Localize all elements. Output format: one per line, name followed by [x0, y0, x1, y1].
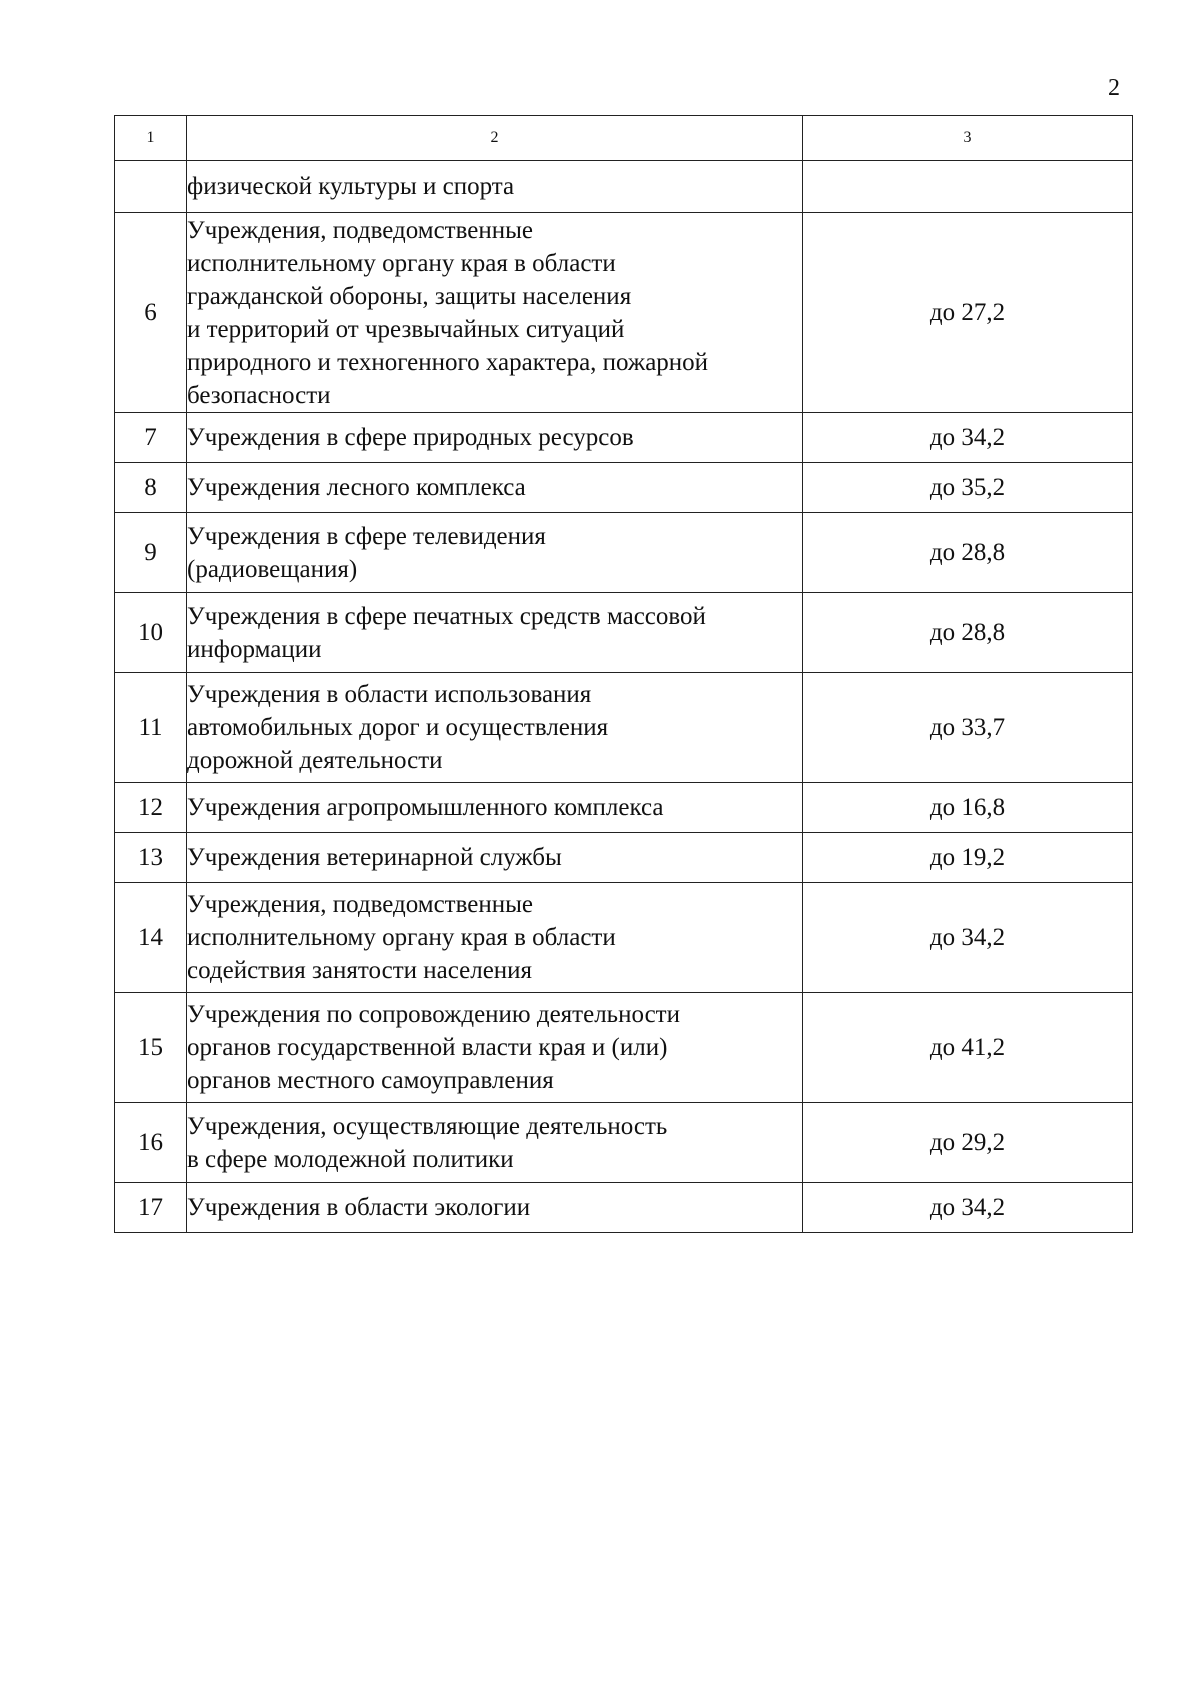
institutions-table [114, 115, 1133, 1233]
table-row [115, 593, 1133, 673]
table-row [115, 463, 1133, 513]
limit-value: до 34,2 [803, 413, 1133, 463]
limit-value: до 28,8 [803, 513, 1133, 593]
row-number: 8 [115, 463, 187, 513]
limit-value: до 19,2 [803, 833, 1133, 883]
institution-name: Учреждения ветеринарной службы [187, 833, 803, 883]
row-number: 13 [115, 833, 187, 883]
institution-name: физической культуры и спорта [187, 161, 803, 213]
limit-value: до 34,2 [803, 1183, 1133, 1233]
institution-name: Учреждения в сфере телевидения (радиовещания) [187, 513, 803, 593]
row-number: 7 [115, 413, 187, 463]
table-body [115, 116, 1133, 1233]
row-number: 11 [115, 673, 187, 783]
limit-value: до 16,8 [803, 783, 1133, 833]
row-number: 16 [115, 1103, 187, 1183]
table-row [115, 161, 1133, 213]
table-header-row [115, 116, 1133, 161]
row-number: 10 [115, 593, 187, 673]
limit-value: до 27,2 [803, 213, 1133, 413]
table-row [115, 783, 1133, 833]
limit-value: до 28,8 [803, 593, 1133, 673]
table-row [115, 833, 1133, 883]
institution-name: Учреждения, подведомственные исполнительному органу края в области гражданской обороны, защиты населения и территорий от чрезвычайных ситуаций природного и техногенного характера, пожарной безопасности [187, 213, 803, 413]
limit-value: до 34,2 [803, 883, 1133, 993]
page-number: 2 [1108, 75, 1120, 101]
limit-value [803, 161, 1133, 213]
header-cell-1: 1 [115, 116, 187, 161]
header-cell-3: 3 [803, 116, 1133, 161]
row-number: 15 [115, 993, 187, 1103]
row-number: 9 [115, 513, 187, 593]
row-number: 6 [115, 213, 187, 413]
header-cell-2: 2 [187, 116, 803, 161]
row-number [115, 161, 187, 213]
institution-name: Учреждения в области использования автомобильных дорог и осуществления дорожной деятельности [187, 673, 803, 783]
institution-name: Учреждения по сопровождению деятельности органов государственной власти края и (или) органов местного самоуправления [187, 993, 803, 1103]
institution-name: Учреждения в сфере печатных средств массовой информации [187, 593, 803, 673]
limit-value: до 29,2 [803, 1103, 1133, 1183]
table-row [115, 883, 1133, 993]
limit-value: до 35,2 [803, 463, 1133, 513]
institution-name: Учреждения в области экологии [187, 1183, 803, 1233]
limit-value: до 33,7 [803, 673, 1133, 783]
row-number: 12 [115, 783, 187, 833]
table-row [115, 1103, 1133, 1183]
row-number: 14 [115, 883, 187, 993]
row-number: 17 [115, 1183, 187, 1233]
table-row [115, 513, 1133, 593]
table-row [115, 413, 1133, 463]
table-row [115, 213, 1133, 413]
institution-name: Учреждения, подведомственные исполнительному органу края в области содействия занятости населения [187, 883, 803, 993]
table-row [115, 673, 1133, 783]
institution-name: Учреждения лесного комплекса [187, 463, 803, 513]
institution-name: Учреждения агропромышленного комплекса [187, 783, 803, 833]
institution-name: Учреждения, осуществляющие деятельность в сфере молодежной политики [187, 1103, 803, 1183]
institution-name: Учреждения в сфере природных ресурсов [187, 413, 803, 463]
table-row [115, 993, 1133, 1103]
table-row [115, 1183, 1133, 1233]
limit-value: до 41,2 [803, 993, 1133, 1103]
